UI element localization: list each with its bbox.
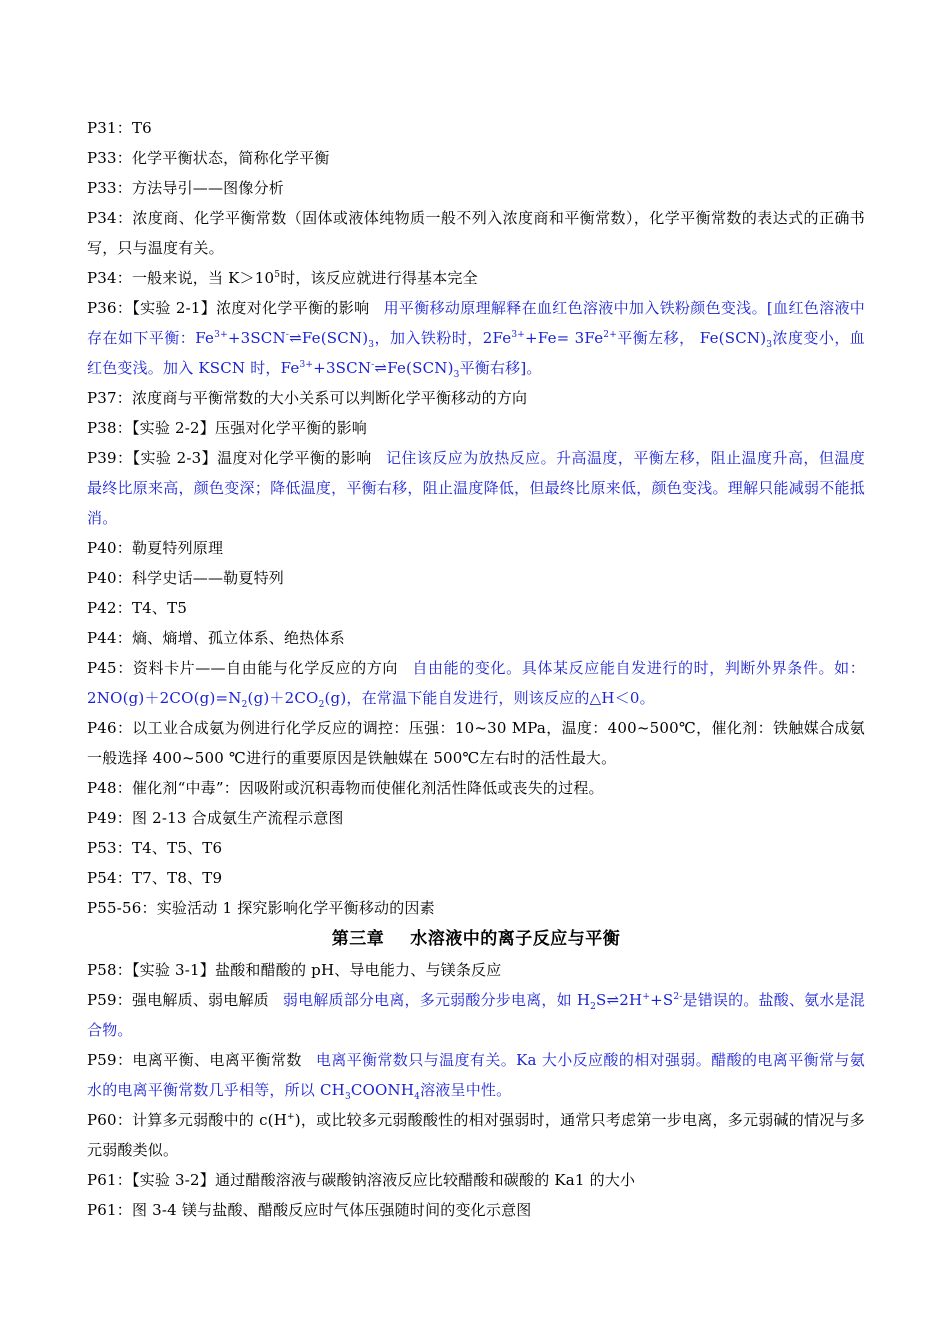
text-line: P49：图 2-13 合成氨生产流程示意图 — [87, 809, 344, 827]
annotation-text: 自由能的变化。具体某反应能自发进行的时，判断外界条件。如：$2NO(g)+2CO(g)=N_2(g)+2CO_2(g)$，在常温下能自发进行，则该反应的△H＜0。 — [87, 659, 865, 710]
annotation-text: 记住该反应为放热反应。升高温度，平衡左移，阻止温度升高，但温度最终比原来高，颜色变深；降低温度，平衡右移，阻止温度降低，但最终比原来低，颜色变浅。理解只能减弱不能抵消。 — [87, 449, 865, 527]
text-line: P37：浓度商与平衡常数的大小关系可以判断化学平衡移动的方向 — [87, 389, 528, 407]
text-line: P59：电离平衡、电离平衡常数 电离平衡常数只与温度有关。Ka 大小反应酸的相对强弱。醋酸的电离平衡常与氨水的电离平衡常数几乎相等，所以 $CH_3COONH_4$溶液呈中性。 — [87, 1051, 865, 1102]
document-page — [87, 113, 865, 1225]
text-line: P44：熵、熵增、孤立体系、绝热体系 — [87, 629, 345, 647]
chapter-title: 水溶液中的离子反应与平衡 — [410, 929, 621, 949]
chapter-heading — [87, 923, 865, 955]
annotation-text: 电离平衡常数只与温度有关。Ka 大小反应酸的相对强弱。醋酸的电离平衡常与氨水的电离平衡常数几乎相等，所以 $CH_3COONH_4$溶液呈中性。 — [87, 1051, 865, 1102]
text-line: P34：一般来说，当 $K>10^5$时，该反应就进行得基本完全 — [87, 269, 478, 287]
text-line: P60：计算多元弱酸中的 c(H+)，或比较多元弱酸酸性的相对强弱时，通常只考虑第一步电离，多元弱碱的情况与多元弱酸类似。 — [87, 1111, 865, 1159]
text-line: P40：勒夏特列原理 — [87, 539, 224, 557]
text-line: P34：浓度商、化学平衡常数（固体或液体纯物质一般不列入浓度商和平衡常数），化学平衡常数的表达式的正确书写，只与温度有关。 — [87, 209, 865, 257]
text-line: P46：以工业合成氨为例进行化学反应的调控：压强：10~30 MPa，温度：400~500℃，催化剂：铁触媒合成氨一般选择 400~500 ℃进行的重要原因是铁触媒在 500℃左右时的活性最大。 — [87, 719, 865, 767]
text-line: P58：【实验 3-1】盐酸和醋酸的 pH、导电能力、与镁条反应 — [87, 961, 502, 979]
text-line: P59：强电解质、弱电解质 弱电解质部分电离，多元弱酸分步电离，如 $H_2S\rightleftharpoons 2H^++S^{2-}$是错误的。盐酸、氨水是混合物。 — [87, 991, 865, 1039]
chapter-number: 第三章 — [331, 929, 385, 949]
text-line: P61：图 3-4 镁与盐酸、醋酸反应时气体压强随时间的变化示意图 — [87, 1201, 532, 1219]
annotation-text: 用平衡移动原理解释在血红色溶液中加入铁粉颜色变浅。[血红色溶液中存在如下平衡：$Fe^{3+}+3SCN^-\rightleftharpoons Fe(SCN)_3$，加入铁粉时，$2Fe^{3+}+Fe= 3Fe^{2+}$平衡左移， $Fe(SCN)_3$浓度变小，血红色变浅。加入 KSCN 时，$Fe^{3+}+3SCN^-\rightleftharpoons Fe(SCN)_3$平衡右移]。 — [87, 299, 866, 380]
text-line: P53：T4、T5、T6 — [87, 839, 223, 857]
text-line: P48：催化剂“中毒”：因吸附或沉积毒物而使催化剂活性降低或丧失的过程。 — [87, 779, 604, 797]
text-line: P54：T7、T8、T9 — [87, 869, 223, 887]
text-line: P39：【实验 2-3】温度对化学平衡的影响 记住该反应为放热反应。升高温度，平衡左移，阻止温度升高，但温度最终比原来高，颜色变深；降低温度，平衡右移，阻止温度降低，但最终比原来低，颜色变浅。理解只能减弱不能抵消。 — [87, 449, 865, 527]
text-line: P33：方法导引——图像分析 — [87, 179, 284, 197]
text-line: P36：【实验 2-1】浓度对化学平衡的影响 用平衡移动原理解释在血红色溶液中加入铁粉颜色变浅。[血红色溶液中存在如下平衡：$Fe^{3+}+3SCN^-\rightleftharpoons Fe(SCN)_3$，加入铁粉时，$2Fe^{3+}+Fe= 3Fe^{2+}$平衡左移， $Fe(SCN)_3$浓度变小，血红色变浅。加入 KSCN 时，$Fe^{3+}+3SCN^-\rightleftharpoons Fe(SCN)_3$平衡右移]。 — [87, 299, 866, 380]
text-line: P33：化学平衡状态，简称化学平衡 — [87, 149, 330, 167]
text-line: P61：【实验 3-2】通过醋酸溶液与碳酸钠溶液反应比较醋酸和碳酸的 Ka1 的大小 — [87, 1171, 636, 1189]
text-line: P42：T4、T5 — [87, 599, 188, 617]
annotation-text: 弱电解质部分电离，多元弱酸分步电离，如 $H_2S\rightleftharpoons 2H^++S^{2-}$是错误的。盐酸、氨水是混合物。 — [87, 991, 865, 1039]
text-line: P55-56：实验活动 1 探究影响化学平衡移动的因素 — [87, 899, 435, 917]
text-line: P31：T6 — [87, 119, 152, 137]
text-line: P40：科学史话——勒夏特列 — [87, 569, 284, 587]
text-line: P38：【实验 2-2】压强对化学平衡的影响 — [87, 419, 368, 437]
text-line: P45：资料卡片——自由能与化学反应的方向 自由能的变化。具体某反应能自发进行的时，判断外界条件。如：$2NO(g)+2CO(g)=N_2(g)+2CO_2(g)$，在常温下能自发进行，则该反应的△H＜0。 — [87, 659, 865, 710]
